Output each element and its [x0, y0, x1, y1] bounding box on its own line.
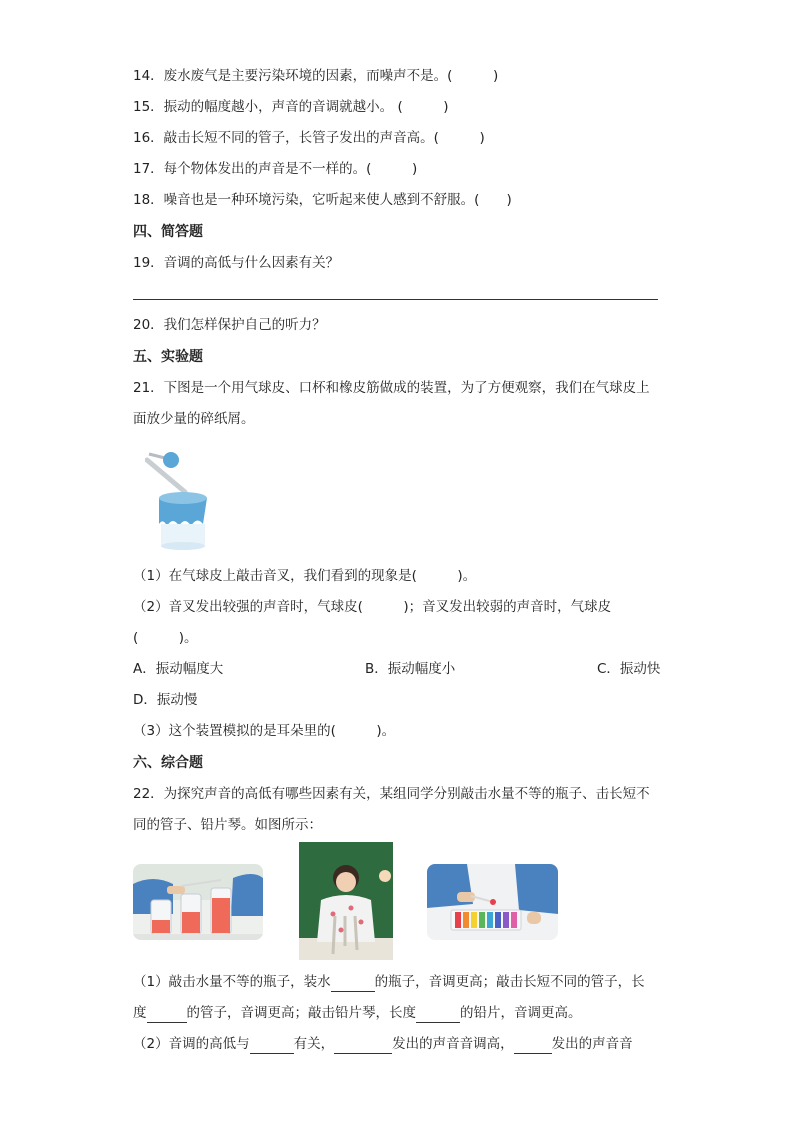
tubes-photo	[299, 842, 393, 960]
blank[interactable]	[514, 1039, 552, 1054]
blank[interactable]	[331, 977, 375, 992]
option-c: C．振动快	[597, 661, 661, 677]
question-19: 19．音调的高低与什么因素有关？	[133, 255, 340, 271]
text: 的瓶子，音调更高；敲击长短不同的管子，长	[374, 974, 645, 990]
question-17: 17．每个物体发出的声音是不一样的。( )	[133, 161, 418, 177]
answer-line[interactable]	[133, 299, 658, 300]
question-21-part-1: （1）在气球皮上敲击音叉，我们看到的现象是( )。	[133, 568, 477, 584]
section-heading-experiment: 五、实验题	[133, 349, 203, 365]
question-20: 20．我们怎样保护自己的听力？	[133, 317, 326, 333]
glockenspiel-photo	[427, 864, 558, 940]
question-22-part-2	[133, 1034, 633, 1054]
text: （2）音调的高低与	[133, 1036, 250, 1052]
text: 发出的声音音调高，	[392, 1036, 514, 1052]
option-d: D．振动慢	[133, 692, 198, 708]
question-21-part-2-line-1: （2）音叉发出较强的声音时，气球皮( )；音叉发出较弱的声音时，气球皮	[133, 599, 612, 615]
question-14: 14．废水废气是主要污染环境的因素，而噪声不是。( )	[133, 68, 499, 84]
balloon-drum-figure	[145, 446, 217, 552]
question-21-line-2: 面放少量的碎纸屑。	[133, 411, 255, 427]
text: （1）敲击水量不等的瓶子，装水	[133, 974, 331, 990]
question-21-part-2-line-2: ( )。	[133, 630, 198, 646]
question-22-part-1-line-1	[133, 972, 645, 992]
text: 的管子，音调更高；敲击铅片琴，长度	[186, 1005, 416, 1021]
question-16: 16．敲击长短不同的管子，长管子发出的声音高。( )	[133, 130, 485, 146]
question-21-part-3: （3）这个装置模拟的是耳朵里的( )。	[133, 723, 396, 739]
text: 发出的声音音	[551, 1036, 633, 1052]
question-22-part-1-line-2	[133, 1003, 582, 1023]
text: 度	[133, 1005, 147, 1021]
question-15: 15．振动的幅度越小，声音的音调就越小。 ( )	[133, 99, 449, 115]
text: 的铅片，音调更高。	[460, 1005, 582, 1021]
question-18: 18．噪音也是一种环境污染，它听起来使人感到不舒服。( )	[133, 192, 512, 208]
section-heading-comprehensive: 六、综合题	[133, 755, 203, 771]
bottles-photo	[133, 864, 263, 940]
text: 有关，	[293, 1036, 335, 1052]
blank[interactable]	[416, 1008, 460, 1023]
option-a: A．振动幅度大	[133, 661, 224, 677]
question-21-line-1: 21．下图是一个用气球皮、口杯和橡皮筋做成的装置，为了方便观察，我们在气球皮上	[133, 380, 650, 396]
blank[interactable]	[334, 1039, 392, 1054]
blank[interactable]	[250, 1039, 294, 1054]
question-22-line-1: 22．为探究声音的高低有哪些因素有关，某组同学分别敲击水量不等的瓶子、击长短不	[133, 786, 650, 802]
option-b: B．振动幅度小	[365, 661, 456, 677]
section-heading-short-answer: 四、简答题	[133, 224, 203, 240]
blank[interactable]	[147, 1008, 187, 1023]
question-22-line-2: 同的管子、铅片琴。如图所示：	[133, 817, 322, 833]
